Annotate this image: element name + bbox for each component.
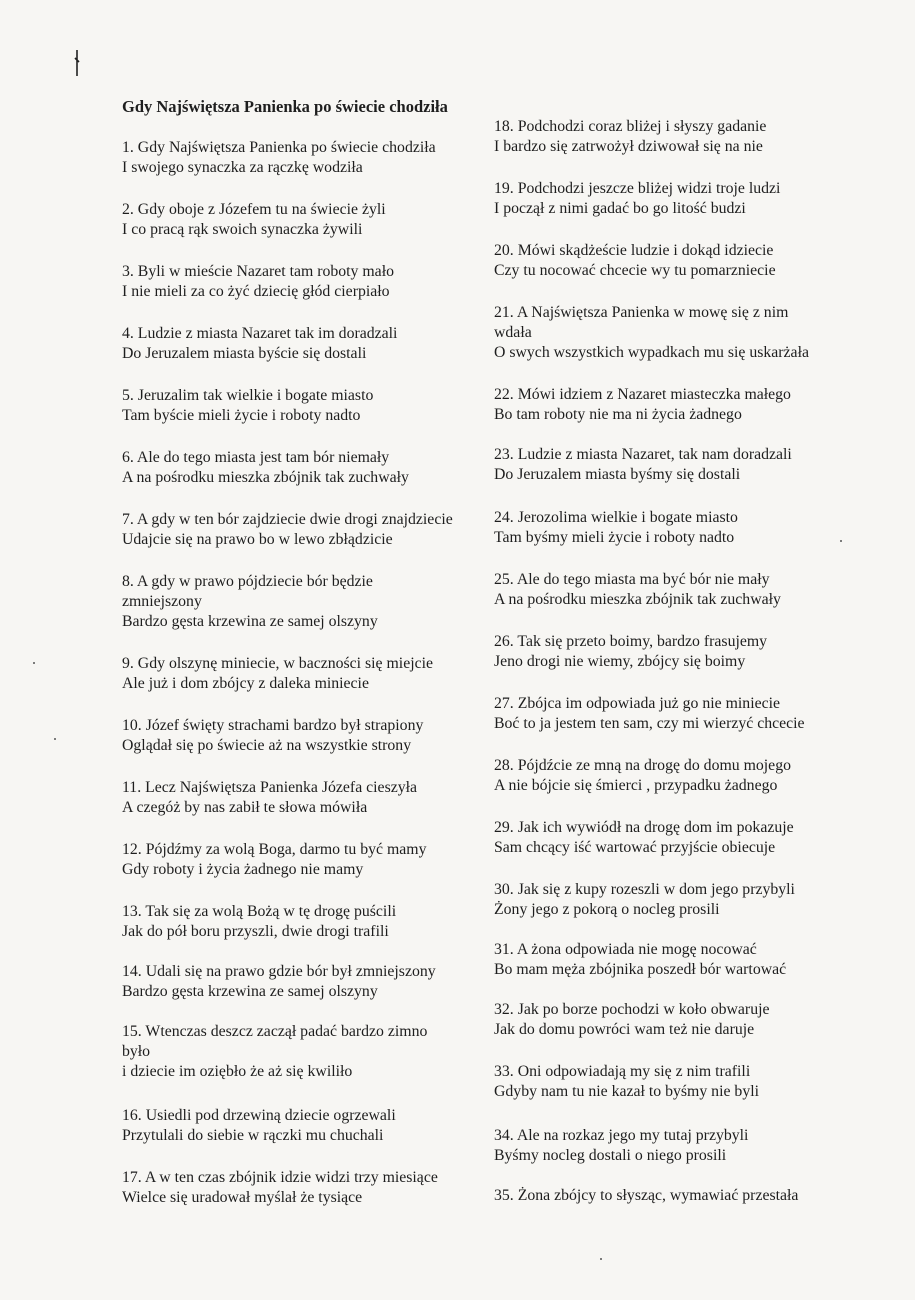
verse	[122, 386, 502, 426]
verse-line: Jak do pół boru przyszli, dwie drogi trafili	[122, 923, 389, 940]
verse	[122, 962, 502, 1002]
verse	[122, 200, 502, 240]
verse-line: 32. Jak po borze pochodzi w koło obwaruje	[494, 1001, 770, 1018]
verse-line: A na pośrodku mieszka zbójnik tak zuchwały	[122, 469, 409, 486]
verse-line: i dziecie im oziębło że aż się kwiliło	[122, 1063, 353, 1080]
verse-line: Tam byście mieli życie i roboty nadto	[122, 407, 361, 424]
verse	[494, 508, 859, 548]
verse-line: Gdyby nam tu nie kazał to byśmy nie byli	[494, 1083, 759, 1100]
verse	[494, 632, 859, 672]
verse	[122, 448, 502, 488]
verse-line: 5. Jeruzalim tak wielkie i bogate miasto	[122, 387, 374, 404]
verse-line: Udajcie się na prawo bo w lewo zbłądzicie	[122, 531, 393, 548]
verse-line: 29. Jak ich wywiódł na drogę dom im pokazuje	[494, 819, 794, 836]
verse-line: 13. Tak się za wolą Bożą w tę drogę puścili	[122, 903, 397, 920]
verse-line: 2. Gdy oboje z Józefem tu na świecie żyli	[122, 201, 386, 218]
verse	[122, 138, 502, 178]
verse	[122, 1022, 502, 1082]
verse	[494, 241, 859, 281]
verse-line: 31. A żona odpowiada nie mogę nocować	[494, 941, 757, 958]
verse-line: A nie bójcie się śmierci , przypadku żadnego	[494, 777, 778, 794]
verse	[122, 1168, 502, 1208]
verse-line: 7. A gdy w ten bór zajdziecie dwie drogi znajdziecie	[122, 511, 453, 528]
verse-line: Tam byśmy mieli życie i roboty nadto	[494, 529, 735, 546]
verse-line: 16. Usiedli pod drzewiną dziecie ogrzewali	[122, 1107, 396, 1124]
verse	[122, 716, 502, 756]
verse-line: Jeno drogi nie wiemy, zbójcy się boimy	[494, 653, 746, 670]
verse-line: zmniejszony	[122, 593, 202, 610]
verse	[122, 572, 502, 632]
speck	[600, 1258, 602, 1260]
verse-line: I począł z nimi gadać bo go litość budzi	[494, 200, 746, 217]
verse-line: Czy tu nocować chcecie wy tu pomarzniecie	[494, 262, 776, 279]
verse-line: 11. Lecz Najświętsza Panienka Józefa cieszyła	[122, 779, 418, 796]
verse	[122, 510, 502, 550]
verse	[494, 1186, 859, 1206]
verse-line: 35. Żona zbójcy to słysząc, wymawiać przestała	[494, 1187, 799, 1204]
verse-line: 33. Oni odpowiadają my się z nim trafili	[494, 1063, 751, 1080]
verse-line: 1. Gdy Najświętsza Panienka po świecie chodziła	[122, 139, 436, 156]
verse	[494, 385, 859, 425]
verse	[494, 570, 859, 610]
verse-line: 15. Wtenczas deszcz zaczął padać bardzo zimno	[122, 1023, 428, 1040]
verse	[122, 262, 502, 302]
verse-line: 22. Mówi idziem z Nazaret miasteczka małego	[494, 386, 791, 403]
speck	[54, 738, 56, 740]
verse-line: Boć to ja jestem ten sam, czy mi wierzyć chcecie	[494, 715, 805, 732]
verse-line: Bardzo gęsta krzewina ze samej olszyny	[122, 983, 378, 1000]
verse	[122, 902, 502, 942]
verse-line: 17. A w ten czas zbójnik idzie widzi trzy miesiące	[122, 1169, 438, 1186]
verse-line: 9. Gdy olszynę miniecie, w baczności się miejcie	[122, 655, 434, 672]
verse	[494, 1126, 859, 1166]
verse-line: Bo tam roboty nie ma ni życia żadnego	[494, 406, 742, 423]
verse	[494, 117, 859, 157]
verse-line: 14. Udali się na prawo gdzie bór był zmniejszony	[122, 963, 436, 980]
verse-line: 12. Pójdźmy za wolą Boga, darmo tu być mamy	[122, 841, 427, 858]
verse-line: 34. Ale na rozkaz jego my tutaj przybyli	[494, 1127, 749, 1144]
verse-line: Do Jeruzalem miasta byśmy się dostali	[494, 466, 741, 483]
verse-line: Sam chcący iść wartować przyjście obiecuje	[494, 839, 776, 856]
verse-line: 8. A gdy w prawo pójdziecie bór będzie	[122, 573, 373, 590]
verse-line: Jak do domu powróci wam też nie daruje	[494, 1021, 755, 1038]
verse	[494, 1062, 859, 1102]
verse-line: 20. Mówi skądżeście ludzie i dokąd idziecie	[494, 242, 774, 259]
verse-line: A na pośrodku mieszka zbójnik tak zuchwały	[494, 591, 781, 608]
verse-line: Ale już i dom zbójcy z daleka miniecie	[122, 675, 369, 692]
verse-line: Gdy roboty i życia żadnego nie mamy	[122, 861, 364, 878]
verse-line: Bo mam męża zbójnika poszedł bór wartować	[494, 961, 787, 978]
verse-line: 26. Tak się przeto boimy, bardzo frasujemy	[494, 633, 768, 650]
speck	[840, 540, 842, 542]
verse	[122, 840, 502, 880]
verse-line: 10. Józef święty strachami bardzo był strapiony	[122, 717, 424, 734]
verse	[494, 818, 859, 858]
verse	[122, 324, 502, 364]
verse	[494, 940, 859, 980]
verse	[122, 654, 502, 694]
verse-line: Bardzo gęsta krzewina ze samej olszyny	[122, 613, 378, 630]
song-title: Gdy Najświętsza Panienka po świecie chodziła	[122, 97, 448, 116]
verse-line: 4. Ludzie z miasta Nazaret tak im doradzali	[122, 325, 398, 342]
verse-line: 28. Pójdźcie ze mną na drogę do domu mojego	[494, 757, 791, 774]
verse-line: I co pracą rąk swoich synaczka żywili	[122, 221, 363, 238]
verse	[494, 880, 859, 920]
verse-line: A czegóż by nas zabił te słowa mówiła	[122, 799, 368, 816]
verse-line: I nie mieli za co żyć dziecię głód cierpiało	[122, 283, 390, 300]
verse	[122, 778, 502, 818]
verse-line: 18. Podchodzi coraz bliżej i słyszy gadanie	[494, 118, 767, 135]
verse-line: I swojego synaczka za rączkę wodziła	[122, 159, 363, 176]
verse-line: Żony jego z pokorą o nocleg prosili	[494, 901, 720, 918]
verse	[494, 1000, 859, 1040]
verse-line: 25. Ale do tego miasta ma być bór nie mały	[494, 571, 770, 588]
verse-line: Byśmy nocleg dostali o niego prosili	[494, 1147, 727, 1164]
verse	[494, 179, 859, 219]
verse-line: Przytulali do siebie w rączki mu chuchali	[122, 1127, 384, 1144]
verse-line: I bardzo się zatrwożył dziwował się na nie	[494, 138, 763, 155]
verse-line: 27. Zbójca im odpowiada już go nie miniecie	[494, 695, 781, 712]
verse-line: 30. Jak się z kupy rozeszli w dom jego przybyli	[494, 881, 795, 898]
verse-line: Wielce się uradował myślał że tysiące	[122, 1189, 363, 1206]
verse-line: 19. Podchodzi jeszcze bliżej widzi troje ludzi	[494, 180, 781, 197]
verse-line: O swych wszystkich wypadkach mu się uskarżała	[494, 344, 809, 361]
verse-line: Do Jeruzalem miasta byście się dostali	[122, 345, 367, 362]
pen-mark	[74, 50, 80, 76]
verse-line: 3. Byli w mieście Nazaret tam roboty mało	[122, 263, 394, 280]
verse	[494, 303, 859, 363]
verse-line: 23. Ludzie z miasta Nazaret, tak nam doradzali	[494, 446, 792, 463]
verse-line: Oglądał się po świecie aż na wszystkie strony	[122, 737, 412, 754]
verse-line: 6. Ale do tego miasta jest tam bór niemały	[122, 449, 390, 466]
verse	[494, 445, 859, 485]
verse	[494, 694, 859, 734]
speck	[33, 662, 35, 664]
verse	[494, 756, 859, 796]
verse-line: było	[122, 1043, 151, 1060]
verse	[122, 1106, 502, 1146]
verse-line: 21. A Najświętsza Panienka w mowę się z nim	[494, 304, 789, 321]
verse-line: 24. Jerozolima wielkie i bogate miasto	[494, 509, 738, 526]
verse-line: wdała	[494, 324, 532, 341]
